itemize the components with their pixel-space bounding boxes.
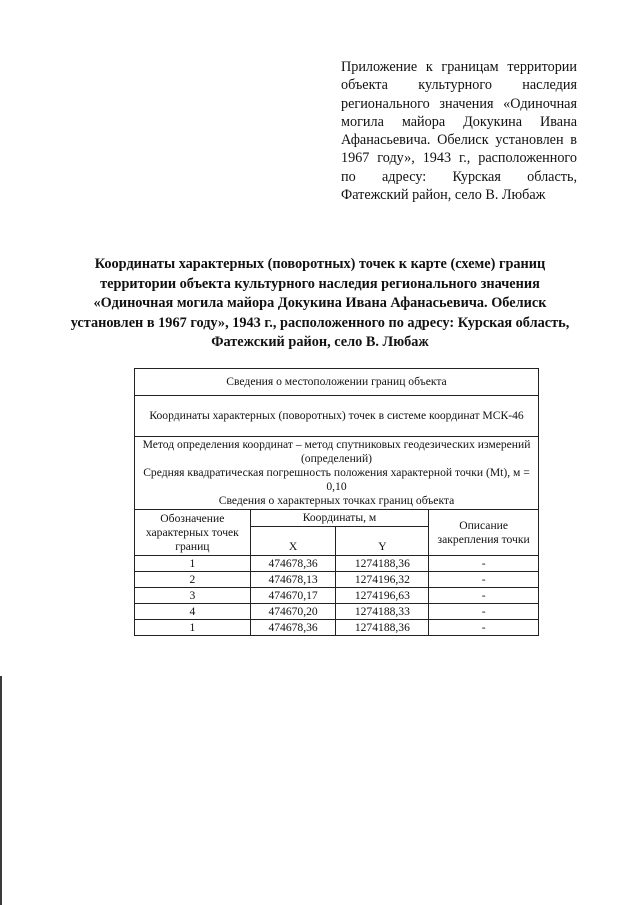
points-info-heading: Сведения о характерных точках границ объекта [218,494,455,507]
coord-y: 1274188,33 [336,604,429,620]
coord-x: 474678,13 [250,572,336,588]
point-id: 3 [135,588,251,604]
col-y-header: Y [336,527,429,556]
coord-x: 474678,36 [250,620,336,636]
coord-x: 474678,36 [250,556,336,572]
point-desc: - [429,604,539,620]
col-coords-header: Координаты, м [250,510,429,527]
point-id: 2 [135,572,251,588]
mean-square-error: Средняя квадратическая погрешность положения характерной точки (Mt), м = 0,10 [143,466,530,493]
table-header-row [135,369,539,396]
table-row [135,572,539,588]
document-title: Координаты характерных (поворотных) точек к карте (схеме) границ территории объекта культурного наследия регионального значения «Одиночная могила майора Докукина Ивана Афанасьевича. Обелиск установлен в 1967 году», 1943 г., расположенного по адресу: Курская область, Фатежский район, село В. Любаж [70,256,570,351]
coord-x: 474670,20 [250,604,336,620]
table-method-row [135,437,539,510]
column-header-row [135,510,539,527]
col-point-header: Обозначение характерных точек границ [135,510,251,556]
point-id: 1 [135,556,251,572]
point-desc: - [429,588,539,604]
coord-y: 1274196,63 [336,588,429,604]
coord-y: 1274188,36 [336,556,429,572]
appendix-note: Приложение к границам территории объекта культурного наследия регионального значения «Одиночная могила майора Докукина Ивана Афанасьевича. Обелиск установлен в 1967 году», 1943 г., расположенного по адресу: Курская область, Фатежский район, село В. Любаж [341,59,577,204]
table-row [135,604,539,620]
header-location: Сведения о местоположении границ объекта [135,369,539,396]
header-coordinate-system: Координаты характерных (поворотных) точек в системе координат МСК-46 [135,396,539,437]
method-description: Метод определения координат – метод спутниковых геодезических измерений (определений) [142,438,531,465]
col-desc-header: Описание закрепления точки [429,510,539,556]
point-desc: - [429,556,539,572]
table-header-row [135,396,539,437]
table-row [135,556,539,572]
table-row [135,588,539,604]
scan-edge-line [0,676,2,905]
point-id: 1 [135,620,251,636]
point-desc: - [429,572,539,588]
method-cell [135,437,539,510]
coordinates-table [134,368,539,636]
coord-x: 474670,17 [250,588,336,604]
coord-y: 1274188,36 [336,620,429,636]
col-x-header: X [250,527,336,556]
coord-y: 1274196,32 [336,572,429,588]
table-row [135,620,539,636]
point-id: 4 [135,604,251,620]
point-desc: - [429,620,539,636]
